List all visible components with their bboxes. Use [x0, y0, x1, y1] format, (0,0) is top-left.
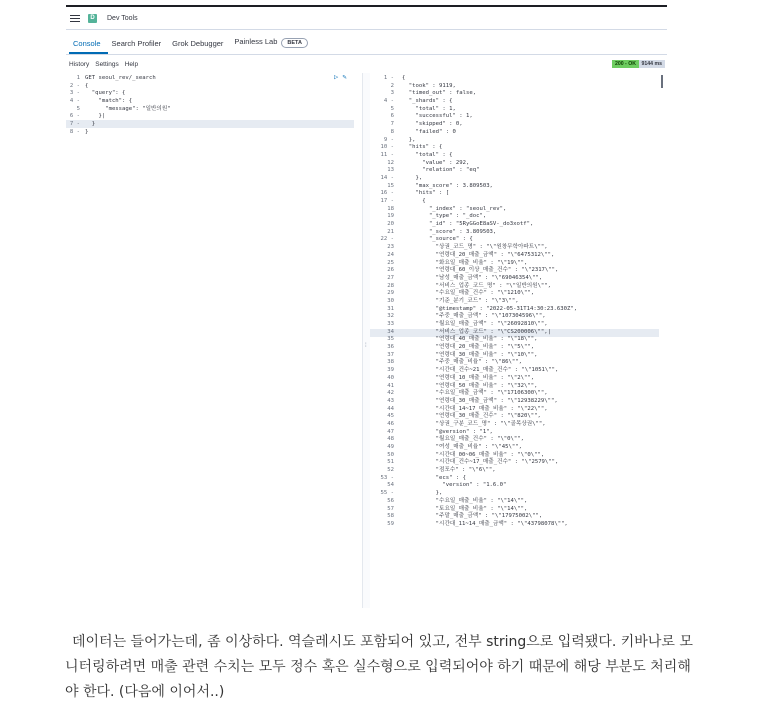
line-number: 22 -: [380, 236, 394, 243]
code-line: [370, 359, 667, 367]
line-number: 21: [387, 228, 394, 235]
code-text: "total" : {: [402, 151, 453, 158]
code-line: [370, 144, 667, 152]
code-line: [370, 498, 667, 506]
line-number: 7: [390, 121, 394, 128]
code-text: "남성_매출_금액" : "\"69046354\"",: [402, 274, 543, 281]
prose-line: 니터링하려면 매출 관련 수치는 모두 정수 혹은 실수형으로 입력되어야 하기 때문에 해당 부분도 처리해: [65, 659, 691, 675]
line-number: 7 -: [69, 121, 80, 128]
code-text: "시간대_11~14_매출_금액" : "\"43798078\"",: [402, 520, 568, 527]
line-number: 11 -: [380, 151, 394, 158]
line-number: 5: [76, 105, 80, 112]
line-number: 24: [387, 251, 394, 258]
code-line: [370, 444, 667, 452]
code-text: "월요일_매출_건수" : "\"0\"",: [402, 436, 525, 443]
code-line: [370, 313, 667, 321]
line-number: 49: [387, 444, 394, 450]
line-number: 17 -: [380, 198, 394, 204]
line-number: 36: [387, 344, 394, 351]
code-text: "기준_분기_코드" : "\"3\"",: [402, 297, 519, 304]
code-line: [370, 83, 667, 91]
code-text: "version" : "1.6.0": [402, 482, 507, 489]
dev-tools-window: [66, 5, 667, 608]
settings-link[interactable]: Settings: [95, 60, 119, 68]
code-line: [370, 190, 667, 198]
line-number: 4 -: [69, 98, 80, 105]
code-text: "수요일_매출_비율" : "\"14\"",: [402, 497, 528, 504]
code-text: "연령대_50_매출_비율" : "\"32\"",: [402, 382, 538, 389]
line-number: 13: [387, 167, 394, 174]
code-line: [370, 367, 667, 375]
code-line: [370, 236, 667, 244]
code-text: "연령대_10_매출_비율" : "\"2\"",: [402, 374, 535, 381]
code-text: {: [402, 198, 426, 204]
code-text: "_source" : {: [402, 236, 473, 243]
code-text: "value" : 292,: [402, 159, 470, 166]
code-text: },: [402, 136, 416, 143]
code-text: "ecs" : {: [402, 474, 466, 481]
line-number: 10 -: [380, 144, 394, 151]
code-text: "상권_구분_코드_명" : "\"골목상권\"",: [402, 420, 546, 427]
line-number: 40: [387, 374, 394, 381]
line-number: 27: [387, 274, 394, 281]
line-number: 35: [387, 336, 394, 343]
line-number: 44: [387, 405, 394, 412]
code-line: [66, 83, 362, 91]
code-text: }: [85, 121, 96, 128]
code-line: [66, 121, 362, 129]
code-text: "연령대_30_매출_건수" : "\"820\"",: [402, 413, 541, 420]
console-panes: [66, 73, 667, 608]
line-number: 9 -: [383, 136, 394, 143]
line-number: 18: [387, 205, 394, 212]
code-text: "took" : 9119,: [402, 82, 456, 89]
code-line: [370, 413, 667, 421]
code-line: [66, 129, 362, 137]
line-number: 26: [387, 267, 394, 274]
code-text: "query": {: [85, 90, 126, 97]
code-text: "@timestamp" : "2022-05-31T14:30:23.630Z",: [402, 305, 578, 312]
line-number: 52: [387, 467, 394, 474]
code-line: [370, 106, 667, 114]
tab-search-profiler[interactable]: Search Profiler: [111, 39, 162, 48]
line-number: 30: [387, 297, 394, 304]
code-text: "message": "일반의원": [85, 105, 171, 112]
line-number: 12: [387, 159, 394, 166]
code-text: "수요일_매출_금액" : "\"17106300\"",: [402, 390, 548, 397]
code-line: [66, 106, 362, 114]
code-text: "시간대_건수~21_매출_건수" : "\"1051\"",: [402, 367, 559, 374]
tab-grok-debugger[interactable]: Grok Debugger: [172, 39, 224, 48]
line-number: 45: [387, 413, 394, 420]
code-text: "서비스_업종_코드" : "\"CS200006\"",|: [402, 328, 551, 335]
code-line: [370, 121, 667, 129]
scrollbar[interactable]: [661, 75, 663, 88]
code-text: "_type" : "_doc",: [402, 213, 487, 220]
code-line: [370, 436, 667, 444]
run-request-icon[interactable]: ▷ ✎: [334, 73, 347, 81]
code-text: "시간대_14~17_매출_비율" : "\"22\"",: [402, 405, 548, 412]
code-text: "수요일_매출_건수" : "\"1210\"",: [402, 290, 535, 297]
code-line: [370, 459, 667, 467]
line-number: 5: [390, 105, 394, 112]
status-badge: 200 - OK: [612, 60, 639, 68]
code-text: "연령대_40_매출_비율" : "\"18\"",: [402, 336, 538, 343]
top-bar: [66, 7, 667, 30]
line-number: 31: [387, 305, 394, 312]
line-number: 32: [387, 313, 394, 320]
line-number: 25: [387, 259, 394, 266]
code-text: "주중_매출_비율" : "\"86\"",: [402, 359, 522, 366]
line-number: 29: [387, 290, 394, 297]
code-line: [370, 213, 667, 221]
code-text: "skipped" : 0,: [402, 121, 463, 128]
code-text: "연령대_20_매출_비율" : "\"5\"",: [402, 344, 535, 351]
line-number: 23: [387, 244, 394, 251]
line-number: 33: [387, 321, 394, 327]
code-text: "relation" : "eq": [402, 167, 480, 174]
code-text: "_shards" : {: [402, 98, 453, 105]
code-text: "화요일_매출_비율" : "\"19\"",: [402, 259, 528, 266]
history-link[interactable]: History: [69, 60, 90, 68]
menu-icon[interactable]: [70, 15, 80, 22]
code-text: "시간대_00~06_매출_비율" : "\"0\"",: [402, 451, 545, 458]
line-number: 3 -: [69, 90, 80, 97]
line-number: 54: [387, 482, 394, 489]
line-number: 1: [76, 75, 80, 81]
code-line: [370, 252, 667, 260]
line-number: 15: [387, 182, 394, 189]
code-text: "월요일_매출_금액" : "\"26092810\"",: [402, 321, 548, 327]
line-number: 39: [387, 367, 394, 374]
beta-badge: BETA: [281, 38, 308, 48]
code-line: [370, 298, 667, 306]
line-number: 58: [387, 513, 394, 520]
line-number: 4 -: [383, 98, 394, 105]
code-line: [370, 344, 667, 352]
code-text: "연령대_30_매출_비율" : "\"10\"",: [402, 351, 538, 358]
code-text: }|: [85, 113, 106, 120]
line-number: 6: [390, 113, 394, 120]
code-line: [370, 421, 667, 429]
code-line: [370, 98, 667, 106]
line-number: 48: [387, 436, 394, 443]
code-text: {: [402, 75, 406, 81]
code-line: [370, 321, 667, 329]
line-number: 14 -: [380, 174, 394, 181]
code-text: "total" : 1,: [402, 105, 456, 112]
line-number: 19: [387, 213, 394, 220]
line-number: 47: [387, 428, 394, 435]
code-line: [66, 113, 362, 121]
line-number: 42: [387, 390, 394, 397]
code-text: "successful" : 1,: [402, 113, 473, 120]
response-viewer[interactable]: [370, 73, 667, 608]
code-line: [370, 206, 667, 214]
code-line: [370, 390, 667, 398]
code-line: [370, 183, 667, 191]
code-text: "match": {: [85, 98, 133, 105]
code-text: "서비스_업종_코드_명" : "\"일반의원\"",: [402, 282, 552, 289]
code-line: [370, 244, 667, 252]
line-number: 53 -: [380, 474, 394, 481]
code-text: "hits" : [: [402, 190, 450, 197]
line-number: 34: [387, 328, 394, 335]
code-text: "@version" : "1",: [402, 428, 493, 435]
line-number: 28: [387, 282, 394, 289]
blog-paragraph: [65, 630, 705, 705]
line-number: 46: [387, 420, 394, 427]
code-line: [370, 113, 667, 121]
code-text: "여성_매출_비율" : "\"45\"",: [402, 444, 522, 450]
code-text: "timed_out" : false,: [402, 90, 477, 97]
code-line: [66, 90, 362, 98]
code-text: "연령대_20_매출_금액" : "\"6475312\"",: [402, 251, 555, 258]
line-number: 41: [387, 382, 394, 389]
code-line: [370, 167, 667, 175]
code-line: [370, 90, 667, 98]
console-toolbar: [66, 55, 667, 73]
app-logo: D: [88, 14, 97, 23]
code-line: [370, 275, 667, 283]
code-line: [370, 290, 667, 298]
code-line: [370, 160, 667, 168]
code-line: [370, 375, 667, 383]
line-number: 6 -: [69, 113, 80, 120]
code-line: [370, 482, 667, 490]
code-text: "failed" : 0: [402, 128, 456, 135]
code-text: "max_score" : 3.809503,: [402, 182, 493, 189]
line-number: 43: [387, 397, 394, 404]
code-line: [370, 475, 667, 483]
line-number: 59: [387, 520, 394, 527]
code-line: [370, 267, 667, 275]
code-text: "주말_매출_금액" : "\"17975002\"",: [402, 513, 543, 520]
resizer-grip-icon: ⁞: [365, 343, 367, 349]
code-text: "상권_코드_명" : "\"원창무학아파트\"",: [402, 244, 548, 251]
code-text: }: [85, 128, 89, 135]
code-line: [370, 467, 667, 475]
line-number: 55 -: [380, 490, 394, 497]
code-line: [370, 175, 667, 183]
code-line: [370, 129, 667, 137]
tab-console[interactable]: Console: [69, 39, 108, 54]
code-line: [370, 75, 667, 83]
code-text: "_index" : "seoul_rev",: [402, 205, 507, 212]
line-number: 20: [387, 221, 394, 228]
line-number: 16 -: [380, 190, 394, 197]
response-time-badge: 9144 ms: [639, 60, 665, 68]
code-text: {: [85, 82, 89, 89]
prose-line: 데이터는 들어가는데, 좀 이상하다. 역슬레시도 포함되어 있고, 전부 string으로 입력됐다. 키바나로 모: [72, 634, 693, 650]
line-number: 2: [390, 82, 394, 89]
code-text: "시간대_건수~17_매출_건수" : "\"2579\"",: [402, 459, 559, 466]
code-text: GET seoul_rev/_search: [85, 75, 156, 81]
line-number: 37: [387, 351, 394, 358]
tab-bar: [66, 30, 667, 55]
line-number: 51: [387, 459, 394, 466]
line-number: 8: [390, 128, 394, 135]
request-editor[interactable]: [66, 73, 362, 608]
code-text: "연령대_30_매출_금액" : "\"12938229\"",: [402, 397, 558, 404]
help-link[interactable]: Help: [124, 60, 139, 68]
code-line: [370, 152, 667, 160]
line-number: 57: [387, 505, 394, 512]
code-line: [370, 336, 667, 344]
code-text: "토요일_매출_비율" : "\"14\"",: [402, 505, 528, 512]
code-text: "_id" : "5RyGGoE8aSV-_do3xotf",: [402, 221, 534, 228]
line-number: 56: [387, 497, 394, 504]
app-title: Dev Tools: [107, 14, 138, 22]
code-text: },: [402, 490, 443, 497]
tab-painless-lab[interactable]: Painless Lab BETA: [230, 37, 315, 54]
code-line: [370, 198, 667, 206]
code-line: [370, 229, 667, 237]
line-number: 1 -: [383, 75, 394, 81]
code-text: },: [402, 174, 423, 181]
code-line: [66, 98, 362, 106]
line-number: 50: [387, 451, 394, 458]
line-number: 38: [387, 359, 394, 366]
code-text: "점포수" : "\"6\"",: [402, 467, 496, 474]
code-line: [370, 137, 667, 145]
code-text: "hits" : {: [402, 144, 443, 151]
code-line: [370, 513, 667, 521]
code-line: [370, 221, 667, 229]
code-text: "_score" : 3.809503,: [402, 228, 497, 235]
code-line: [66, 75, 362, 83]
code-line: [370, 490, 667, 498]
code-text: "연령대_60_이상_매출_건수" : "\"2317\"",: [402, 267, 559, 274]
code-line: [370, 398, 667, 406]
line-number: 3: [390, 90, 394, 97]
line-number: 2 -: [69, 82, 80, 89]
line-number: 8 -: [69, 128, 80, 135]
prose-line: 야 한다. (다음에 이어서..): [65, 684, 225, 700]
code-line: [370, 521, 667, 529]
code-text: "주중_매출_금액" : "\"107304596\"",: [402, 313, 546, 320]
